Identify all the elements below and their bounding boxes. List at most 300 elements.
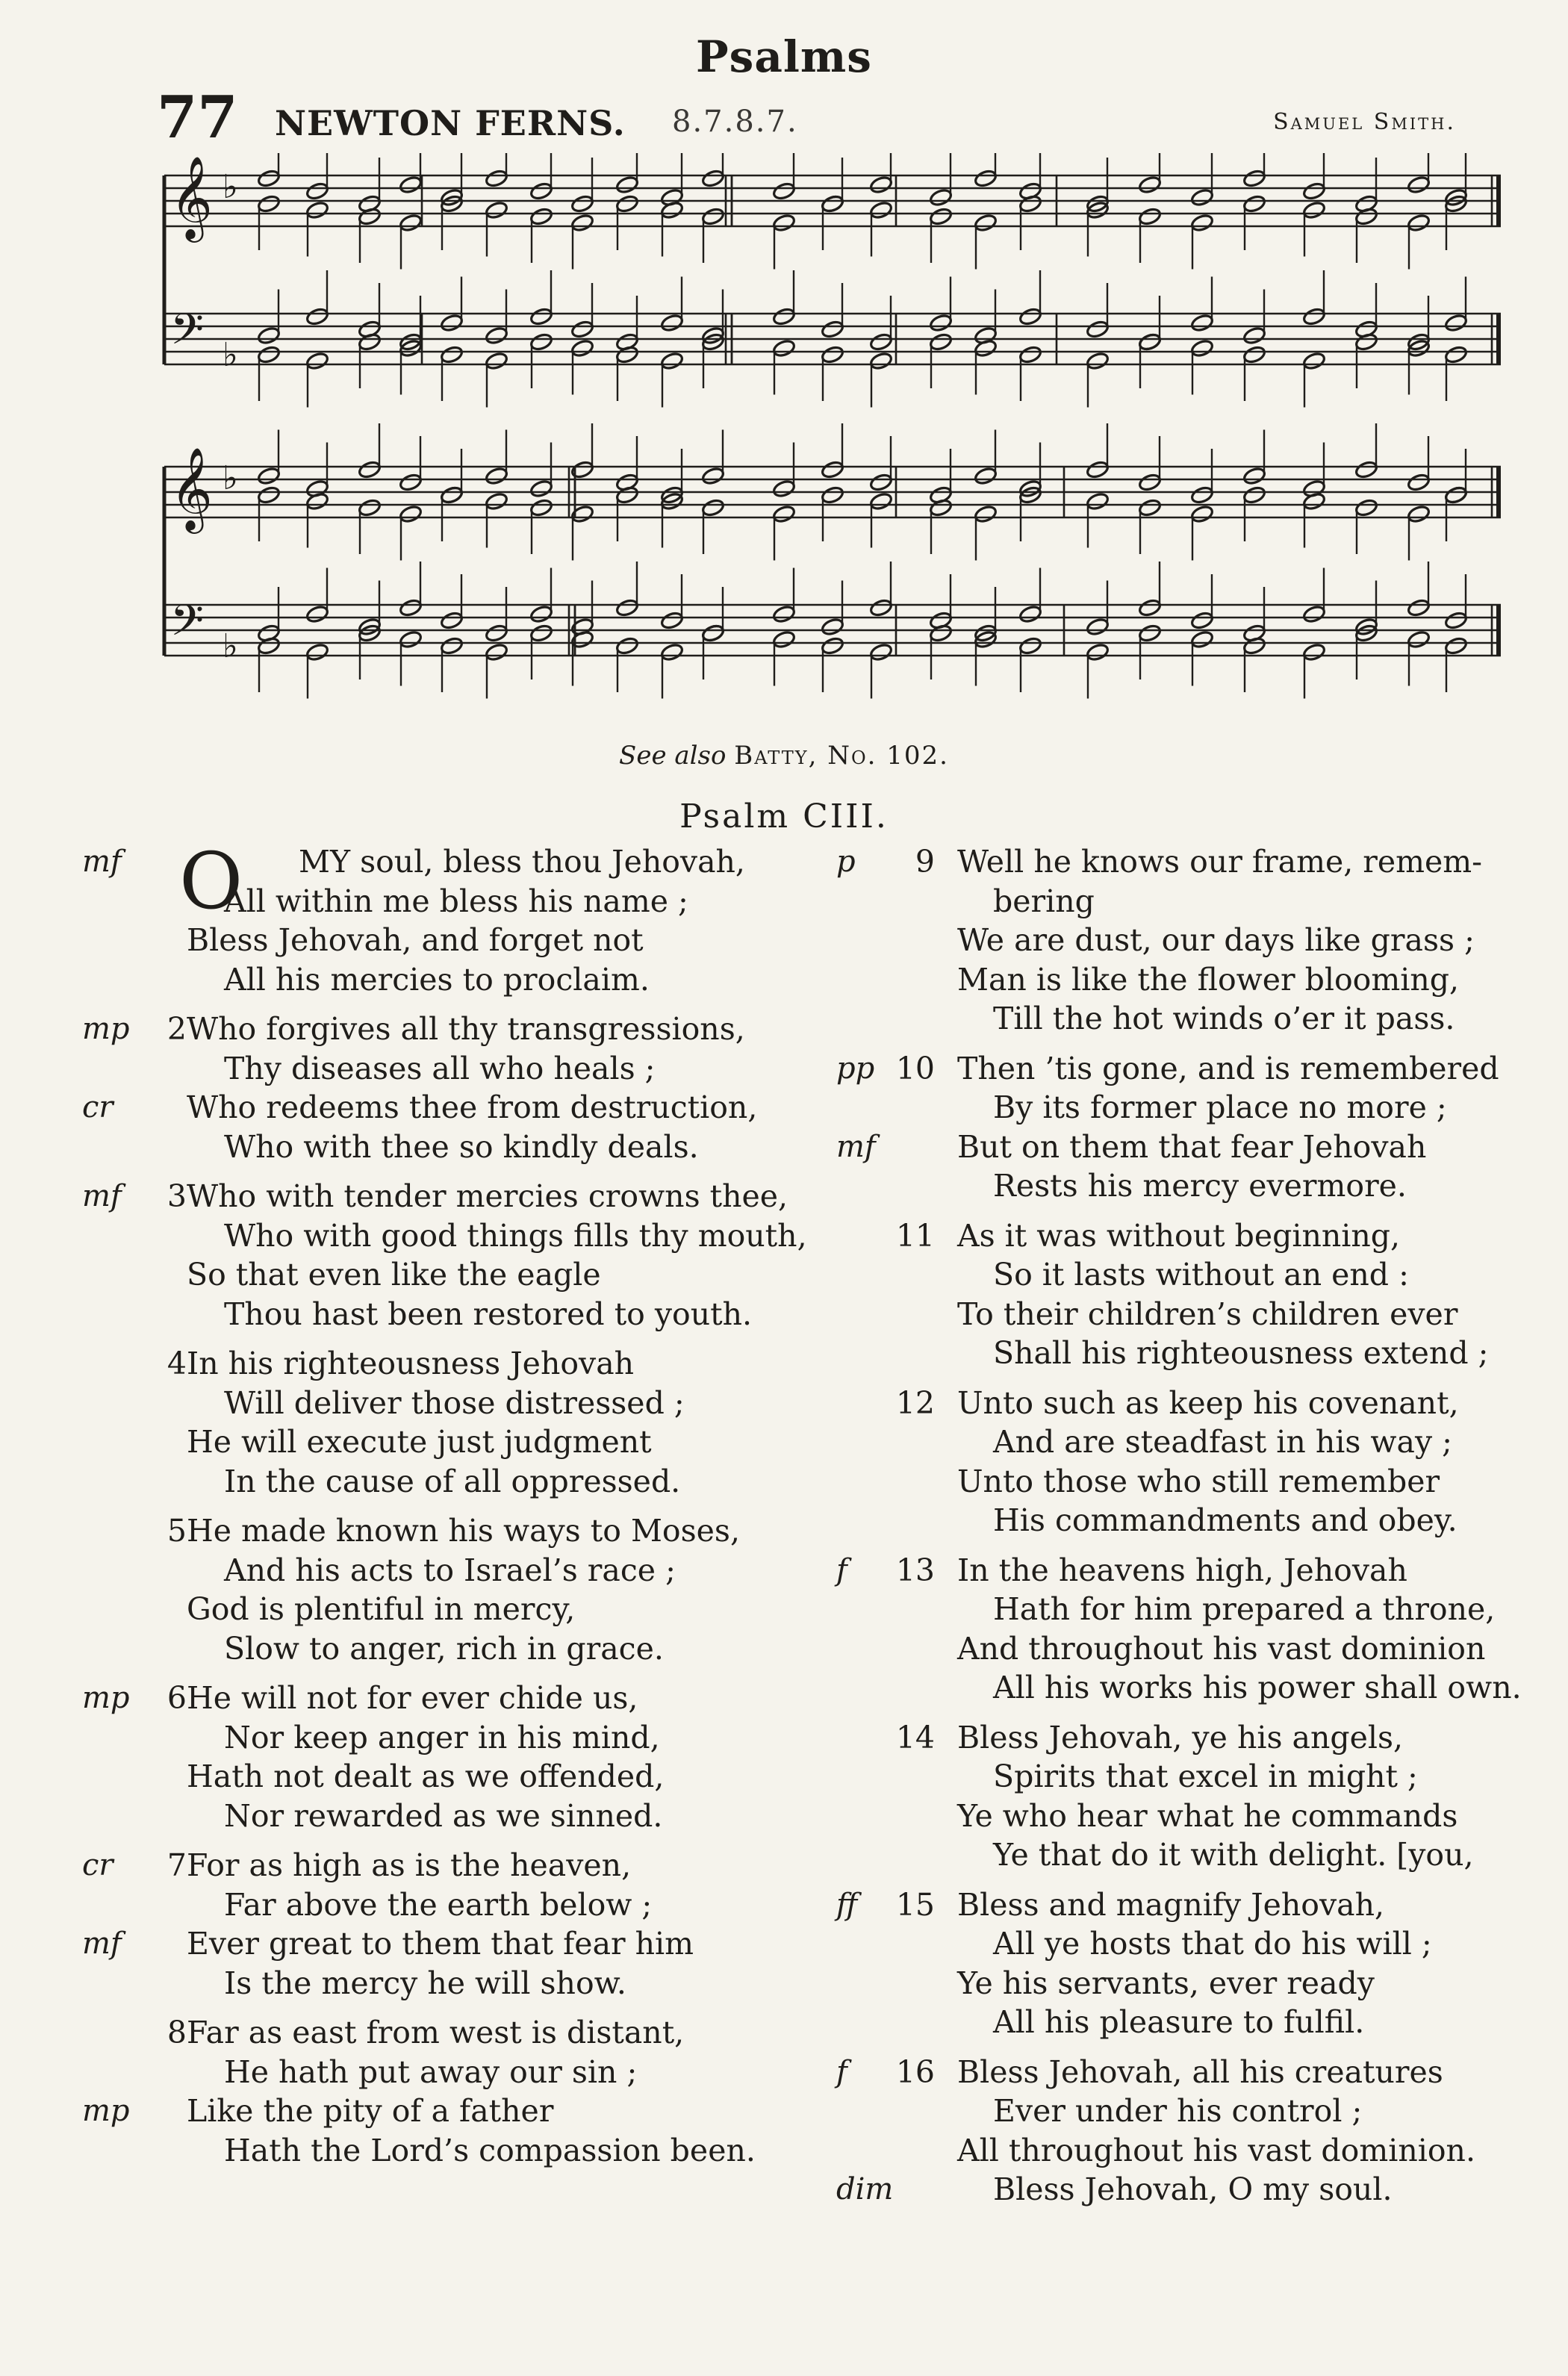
see-also-reference: Batty, No. 102. xyxy=(734,741,949,771)
dynamic-marking: mp xyxy=(82,1012,130,1046)
half-note-head xyxy=(440,636,464,656)
half-note-head xyxy=(1444,345,1468,364)
half-note-head xyxy=(1444,611,1468,630)
dynamic-marking: ff xyxy=(836,1887,858,1922)
half-note-head xyxy=(1242,485,1266,505)
half-note-head xyxy=(529,479,553,498)
verse-line xyxy=(82,2092,821,2131)
verse-line xyxy=(82,1924,821,1964)
verse-line xyxy=(82,1590,821,1629)
half-note-head xyxy=(257,466,281,485)
verse-line xyxy=(82,1010,821,1049)
verse-line xyxy=(836,1757,1523,1797)
half-note-head xyxy=(570,460,594,479)
half-note-head xyxy=(257,326,281,345)
verse-line xyxy=(836,1590,1523,1629)
half-note-head xyxy=(399,598,423,618)
verse-text: He will execute just judgment xyxy=(187,1424,652,1460)
half-note-head xyxy=(1190,504,1214,523)
stanza-gap xyxy=(82,1334,821,1344)
half-note-head xyxy=(1138,498,1162,517)
verse-line xyxy=(82,1255,821,1295)
verse-text: Bless Jehovah, all his creatures xyxy=(957,2053,1443,2090)
half-note-head xyxy=(529,623,553,643)
verse-text: bering xyxy=(993,883,1095,919)
half-note-head xyxy=(869,332,893,352)
verse-text: So it lasts without an end : xyxy=(993,1257,1409,1293)
stanza-gap xyxy=(82,2003,821,2013)
half-note-head xyxy=(529,207,553,226)
key-signature-flat: ♭ xyxy=(223,168,238,206)
verse-line xyxy=(836,1924,1523,1964)
verse-line xyxy=(836,1384,1523,1423)
verse-text: And are steadfast in his way ; xyxy=(993,1424,1452,1460)
verse-text: He hath put away our sin ; xyxy=(224,2053,638,2090)
half-note-head xyxy=(701,169,725,188)
verse-line xyxy=(82,1422,821,1462)
verse-line xyxy=(836,1835,1523,1875)
half-note-head xyxy=(1444,485,1468,505)
half-note-head xyxy=(929,187,953,207)
verse-text: Nor keep anger in his mind, xyxy=(224,1719,660,1755)
half-note-head xyxy=(772,504,796,523)
verse-line xyxy=(836,1668,1523,1708)
half-note-head xyxy=(772,213,796,232)
key-signature-flat: ♭ xyxy=(223,459,238,497)
half-note-head xyxy=(440,611,464,630)
verse-line xyxy=(836,1216,1523,1256)
verse-text: All his mercies to proclaim. xyxy=(224,961,650,998)
verse-text: In his righteousness Jehovah xyxy=(187,1346,635,1381)
half-note-head xyxy=(929,207,953,226)
verse-line xyxy=(82,960,821,1000)
half-note-head xyxy=(1138,175,1162,194)
verse-text: Nor rewarded as we sinned. xyxy=(224,1797,663,1834)
half-note-head xyxy=(660,611,684,630)
half-note-head xyxy=(529,498,553,517)
half-note-head xyxy=(305,307,329,326)
half-note-head xyxy=(772,181,796,201)
verse-number: 10 xyxy=(895,1050,935,1086)
verse-text: Hath not dealt as we offended, xyxy=(187,1758,665,1794)
half-note-head xyxy=(1302,642,1326,662)
drop-cap-letter: O xyxy=(179,836,243,927)
verse-text: We are dust, our days like grass ; xyxy=(957,922,1475,958)
half-note-head xyxy=(358,460,382,479)
half-note-head xyxy=(1354,498,1378,517)
verse-number: 16 xyxy=(895,2053,935,2090)
dynamic-marking: dim xyxy=(836,2172,894,2206)
half-note-head xyxy=(257,194,281,214)
dynamic-marking: mf xyxy=(82,845,122,879)
half-note-head xyxy=(485,642,508,662)
verse-text: He made known his ways to Moses, xyxy=(187,1513,740,1549)
verse-line xyxy=(836,2003,1523,2042)
verse-line xyxy=(836,1501,1523,1540)
half-note-head xyxy=(485,169,508,188)
verse-text: Ever great to them that fear him xyxy=(187,1926,694,1962)
half-note-head xyxy=(1302,351,1326,370)
half-note-head xyxy=(615,175,639,194)
verse-line xyxy=(82,1629,821,1669)
half-note-head xyxy=(1086,460,1110,479)
half-note-head xyxy=(821,194,844,214)
half-note-head xyxy=(1302,307,1326,326)
verse-line xyxy=(82,1885,821,1925)
verse-number: 2 xyxy=(167,1011,187,1047)
half-note-head xyxy=(1138,598,1162,618)
half-note-head xyxy=(869,598,893,618)
verse-text: For as high as is the heaven, xyxy=(187,1847,632,1883)
half-note-head xyxy=(974,169,998,188)
verse-text: All ye hosts that do his will ; xyxy=(993,1926,1432,1962)
stanza-gap xyxy=(836,1708,1523,1718)
dynamic-marking: mf xyxy=(836,1129,876,1164)
verse-line xyxy=(82,1718,821,1758)
verse-line xyxy=(82,921,821,960)
half-note-head xyxy=(1138,473,1162,492)
dynamic-marking: mp xyxy=(82,2094,130,2128)
verse-line xyxy=(836,2053,1523,2092)
verse-line xyxy=(836,2131,1523,2171)
verse-text: Bless Jehovah, ye his angels, xyxy=(957,1719,1404,1755)
verse-text: All throughout his vast dominion. xyxy=(957,2132,1475,2168)
verse-line xyxy=(836,1255,1523,1295)
half-note-head xyxy=(305,642,329,662)
bass-clef: 𝄢 xyxy=(170,304,205,365)
half-note-head xyxy=(529,604,553,623)
half-note-head xyxy=(485,623,508,643)
half-note-head xyxy=(1354,460,1378,479)
verse-line xyxy=(82,1384,821,1423)
verse-text: Thy diseases all who heals ; xyxy=(224,1050,656,1086)
verse-line xyxy=(82,882,821,921)
verse-number: 7 xyxy=(167,1847,187,1883)
verse-text: And his acts to Israel’s race ; xyxy=(224,1552,676,1588)
verse-line xyxy=(836,1964,1523,2003)
verse-line xyxy=(836,1797,1523,1836)
half-note-head xyxy=(1242,194,1266,214)
verse-text: Unto those who still remember xyxy=(957,1463,1440,1499)
half-note-head xyxy=(305,604,329,623)
key-signature-flat: ♭ xyxy=(223,627,238,665)
half-note-head xyxy=(772,629,796,649)
half-note-head xyxy=(1302,604,1326,623)
stanza-gap xyxy=(82,1835,821,1846)
verse-line xyxy=(836,1295,1523,1334)
verse-line xyxy=(82,1049,821,1089)
half-note-head xyxy=(1190,313,1214,332)
half-note-head xyxy=(257,169,281,188)
half-note-head xyxy=(1302,181,1326,201)
half-note-head xyxy=(821,485,844,505)
half-note-head xyxy=(1407,473,1431,492)
half-note-head xyxy=(1242,345,1266,364)
verse-number: 14 xyxy=(895,1719,935,1755)
verse-number: 12 xyxy=(895,1384,935,1421)
half-note-head xyxy=(1086,617,1110,636)
half-note-head xyxy=(974,213,998,232)
verse-text: By its former place no more ; xyxy=(993,1089,1447,1125)
dynamic-marking: p xyxy=(836,845,856,879)
verse-text: Then ’tis gone, and is remembered xyxy=(957,1050,1499,1086)
verse-text: Hath for him prepared a throne, xyxy=(993,1591,1496,1627)
verse-text: Ye who hear what he commands xyxy=(957,1797,1458,1834)
verse-text: Bless Jehovah, and forget not xyxy=(187,922,644,958)
stanza-gap xyxy=(836,2042,1523,2053)
verse-number: 15 xyxy=(895,1886,935,1923)
half-note-head xyxy=(1444,313,1468,332)
half-note-head xyxy=(869,642,893,662)
half-note-head xyxy=(1242,466,1266,485)
half-note-head xyxy=(485,491,508,511)
psalm-title: Psalm CIII. xyxy=(679,797,889,836)
verse-line xyxy=(82,1846,821,1885)
verse-line xyxy=(836,921,1523,960)
half-note-head xyxy=(821,320,844,339)
half-note-head xyxy=(869,351,893,370)
half-note-head xyxy=(821,617,844,636)
half-note-head xyxy=(485,200,508,220)
text-column-left xyxy=(82,836,821,2170)
verse-text: All within me bless his name ; xyxy=(224,883,688,919)
verse-line xyxy=(82,1551,821,1590)
half-note-head xyxy=(929,313,953,332)
half-note-head xyxy=(529,181,553,201)
verse-text: Far as east from west is distant, xyxy=(187,2015,685,2050)
verse-line xyxy=(836,2170,1523,2209)
stanza-gap xyxy=(82,1668,821,1679)
half-note-head xyxy=(1407,504,1431,523)
stanza-gap xyxy=(82,1501,821,1511)
verse-line xyxy=(836,1128,1523,1167)
verse-text: Unto such as keep his covenant, xyxy=(957,1384,1459,1421)
verse-line xyxy=(836,1885,1523,1925)
verse-text: Hath the Lord’s compassion been. xyxy=(224,2132,756,2168)
dynamic-marking: mp xyxy=(82,1681,130,1715)
treble-clef: 𝄞 xyxy=(170,155,213,239)
half-note-head xyxy=(1407,175,1431,194)
half-note-head xyxy=(772,338,796,358)
half-note-head xyxy=(570,194,594,214)
half-note-head xyxy=(869,473,893,492)
treble-clef: 𝄞 xyxy=(170,447,213,530)
verse-line xyxy=(82,1964,821,2003)
verse-text: Is the mercy he will show. xyxy=(224,1965,626,2001)
half-note-head xyxy=(1138,332,1162,352)
verse-text: Who with thee so kindly deals. xyxy=(224,1128,699,1165)
half-note-head xyxy=(570,504,594,523)
verse-text: In the heavens high, Jehovah xyxy=(957,1552,1407,1588)
verse-text: Who with good things fills thy mouth, xyxy=(224,1217,807,1254)
verse-text: Ye that do it with delight. [you, xyxy=(993,1837,1474,1873)
half-note-head xyxy=(1086,642,1110,662)
verse-text: God is plentiful in mercy, xyxy=(187,1591,576,1627)
half-note-head xyxy=(1444,636,1468,656)
verse-line xyxy=(836,1629,1523,1669)
half-note-head xyxy=(1018,636,1042,656)
dynamic-marking: pp xyxy=(836,1051,875,1086)
half-note-head xyxy=(1190,485,1214,505)
verse-line xyxy=(82,1088,821,1128)
verse-text: All his works his power shall own. xyxy=(993,1670,1522,1705)
verse-text: And throughout his vast dominion xyxy=(957,1630,1486,1667)
half-note-head xyxy=(1138,207,1162,226)
half-note-head xyxy=(701,466,725,485)
half-note-head xyxy=(529,332,553,352)
half-note-head xyxy=(399,175,423,194)
half-note-head xyxy=(701,207,725,226)
half-note-head xyxy=(358,498,382,517)
half-note-head xyxy=(615,636,639,656)
music-score xyxy=(157,153,1508,750)
verse-text: Slow to anger, rich in grace. xyxy=(224,1630,664,1667)
dynamic-marking: mf xyxy=(82,1926,122,1961)
half-note-head xyxy=(570,213,594,232)
half-note-head xyxy=(485,466,508,485)
half-note-head xyxy=(1086,320,1110,339)
half-note-head xyxy=(1018,307,1042,326)
verse-text: Man is like the flower blooming, xyxy=(957,961,1460,998)
half-note-head xyxy=(821,636,844,656)
half-note-head xyxy=(399,504,423,523)
half-note-head xyxy=(1407,629,1431,649)
verse-line xyxy=(82,1679,821,1718)
half-note-head xyxy=(257,345,281,364)
half-note-head xyxy=(305,181,329,201)
half-note-head xyxy=(1018,604,1042,623)
verse-number: 6 xyxy=(167,1680,187,1716)
verse-line xyxy=(82,1177,821,1216)
running-head: Psalms xyxy=(696,31,872,82)
half-note-head xyxy=(1138,623,1162,643)
half-note-head xyxy=(974,504,998,523)
half-note-head xyxy=(1190,611,1214,630)
half-note-head xyxy=(399,213,423,232)
verse-text: Ever under his control ; xyxy=(993,2093,1363,2129)
half-note-head xyxy=(821,460,844,479)
half-note-head xyxy=(701,498,725,517)
verse-number: 5 xyxy=(167,1513,187,1549)
half-note-head xyxy=(440,345,464,364)
stanza-gap xyxy=(82,1166,821,1177)
bass-clef: 𝄢 xyxy=(170,595,205,656)
half-note-head xyxy=(929,332,953,352)
stanza-gap xyxy=(836,1039,1523,1049)
half-note-head xyxy=(1190,187,1214,207)
verse-number: 13 xyxy=(895,1552,935,1588)
verse-line xyxy=(82,1757,821,1797)
verse-line xyxy=(836,1718,1523,1758)
verse-text: Well he knows our frame, remem- xyxy=(957,844,1483,880)
verse-line xyxy=(836,882,1523,921)
verse-line xyxy=(82,1295,821,1334)
verse-text: Thou hast been restored to youth. xyxy=(224,1296,753,1332)
verse-text: In the cause of all oppressed. xyxy=(224,1463,681,1499)
verse-line xyxy=(836,842,1523,882)
verse-text: MY soul, bless thou Jehovah, xyxy=(299,844,745,880)
half-note-head xyxy=(1086,491,1110,511)
half-note-head xyxy=(529,307,553,326)
score-notation-image xyxy=(157,153,1508,750)
half-note-head xyxy=(399,473,423,492)
verse-text: Till the hot winds o’er it pass. xyxy=(993,1001,1455,1036)
dynamic-marking: cr xyxy=(82,1090,113,1125)
stanza-gap xyxy=(836,1373,1523,1384)
half-note-head xyxy=(701,623,725,643)
half-note-head xyxy=(660,351,684,370)
verse-line xyxy=(836,999,1523,1039)
verse-text: Like the pity of a father xyxy=(187,2093,554,2129)
half-note-head xyxy=(869,175,893,194)
verse-line xyxy=(836,1551,1523,1590)
half-note-head xyxy=(869,200,893,220)
verse-text: To their children’s children ever xyxy=(957,1296,1458,1332)
half-note-head xyxy=(974,466,998,485)
verse-line xyxy=(836,1088,1523,1128)
half-note-head xyxy=(1302,200,1326,220)
half-note-head xyxy=(440,313,464,332)
dynamic-marking: mf xyxy=(82,1179,122,1213)
verse-line xyxy=(82,1797,821,1836)
verse-text: Who redeems thee from destruction, xyxy=(187,1089,758,1125)
verse-text: But on them that fear Jehovah xyxy=(957,1128,1427,1165)
tune-name: NEWTON FERNS. xyxy=(275,103,626,143)
dynamic-marking: cr xyxy=(82,1848,113,1882)
verse-line xyxy=(836,1166,1523,1206)
half-note-head xyxy=(1242,169,1266,188)
verse-line xyxy=(836,1462,1523,1502)
stanza-gap xyxy=(836,1540,1523,1551)
verse-line xyxy=(82,1511,821,1551)
tune-composer: Samuel Smith. xyxy=(1273,109,1456,135)
stanza-gap xyxy=(836,1875,1523,1885)
verse-text: As it was without beginning, xyxy=(957,1217,1401,1254)
half-note-head xyxy=(615,598,639,618)
half-note-head xyxy=(305,351,329,370)
stanza-gap xyxy=(82,999,821,1010)
half-note-head xyxy=(1242,326,1266,345)
text-column-right xyxy=(836,842,1523,2209)
tune-header xyxy=(157,84,1456,152)
half-note-head xyxy=(869,491,893,511)
tune-meter: 8.7.8.7. xyxy=(672,105,798,139)
dynamic-marking: f xyxy=(836,2054,847,2089)
verse-text: Bless Jehovah, O my soul. xyxy=(993,2171,1393,2207)
verse-number: 9 xyxy=(915,844,935,880)
verse-text: Ye his servants, ever ready xyxy=(957,1965,1375,2001)
half-note-head xyxy=(485,326,508,345)
half-note-head xyxy=(772,604,796,623)
verse-line xyxy=(82,1216,821,1256)
see-also-prefix: See also xyxy=(619,741,727,771)
half-note-head xyxy=(570,338,594,358)
verse-text: Far above the earth below ; xyxy=(224,1886,653,1923)
verse-line xyxy=(836,1049,1523,1089)
verse-line xyxy=(836,960,1523,1000)
half-note-head xyxy=(305,200,329,220)
verse-text: Rests his mercy evermore. xyxy=(993,1168,1407,1204)
verse-text: All his pleasure to fulfil. xyxy=(993,2004,1365,2040)
half-note-head xyxy=(1190,338,1214,358)
verse-text: So that even like the eagle xyxy=(187,1257,601,1293)
half-note-head xyxy=(257,485,281,505)
verse-line xyxy=(836,1334,1523,1373)
half-note-head xyxy=(1086,351,1110,370)
verse-number: 8 xyxy=(167,2015,187,2050)
hymn-number: 77 xyxy=(157,84,238,152)
verse-line xyxy=(82,1128,821,1167)
